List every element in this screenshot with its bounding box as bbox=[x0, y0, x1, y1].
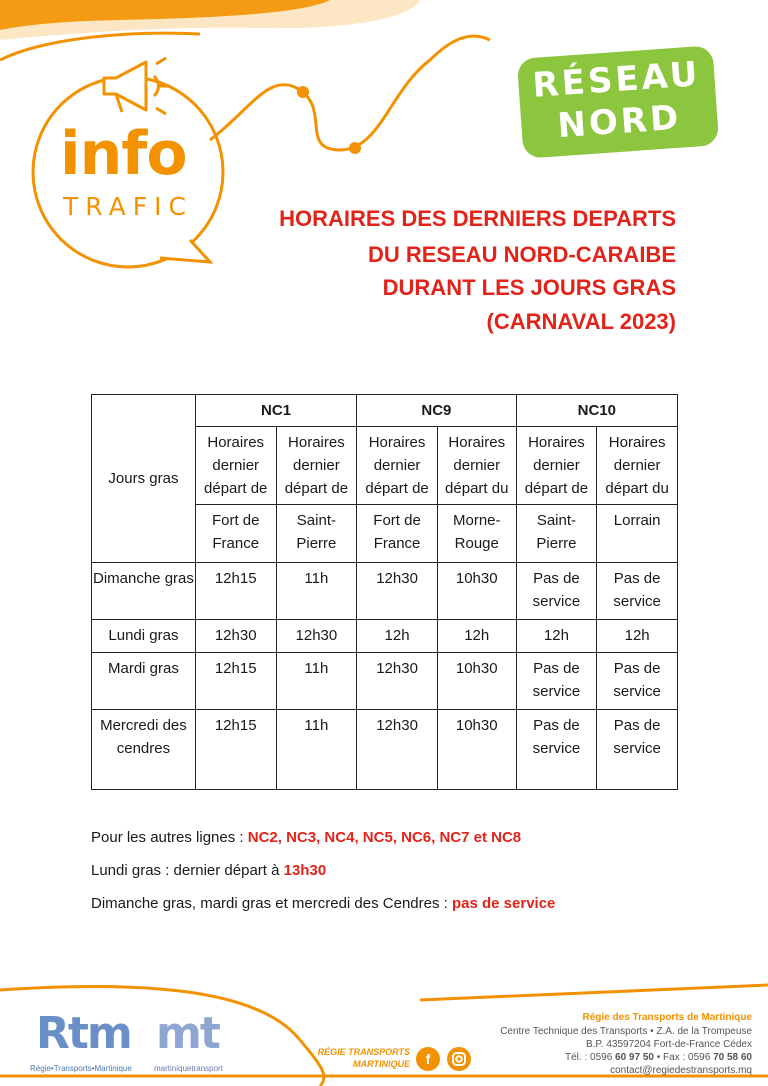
time-cell: 12h30 bbox=[357, 710, 438, 790]
fax-prefix: • Fax : 0596 bbox=[653, 1052, 714, 1063]
brand-line2: MARTINIQUE bbox=[353, 1059, 410, 1069]
time-cell: 10h30 bbox=[437, 710, 516, 790]
rtm-logo-tagline: Régie•Transports•Martinique bbox=[30, 1064, 132, 1073]
time-cell: 10h30 bbox=[437, 563, 516, 620]
note-no-service bbox=[91, 895, 555, 912]
day-cell: Dimanche gras bbox=[92, 563, 196, 620]
time-cell: 12h15 bbox=[195, 653, 276, 710]
time-cell: 12h bbox=[597, 620, 678, 653]
day-cell: Mardi gras bbox=[92, 653, 196, 710]
time-cell: 12h15 bbox=[195, 563, 276, 620]
origin-cell: Saint-Pierre bbox=[276, 505, 357, 563]
brand-line1: RÉGIE TRANSPORTS bbox=[317, 1047, 410, 1057]
origin-cell: Fort de France bbox=[357, 505, 438, 563]
title-line-2: DU RESEAU NORD-CARAIBE bbox=[367, 242, 676, 267]
table-row bbox=[92, 620, 678, 653]
info-logo-text: info bbox=[60, 119, 187, 189]
table-row bbox=[92, 710, 678, 790]
time-cell: Pas de service bbox=[516, 563, 597, 620]
title-line-4: (CARNAVAL 2023) bbox=[486, 309, 676, 334]
mt-logo-tagline: martiniquetransport bbox=[154, 1064, 223, 1073]
origin-cell: Saint-Pierre bbox=[516, 505, 597, 563]
time-cell: Pas de service bbox=[597, 653, 678, 710]
title-line-3: DURANT LES JOURS GRAS bbox=[382, 275, 676, 300]
note-lundi-gras bbox=[91, 862, 326, 879]
footer-phone-fax bbox=[565, 1052, 752, 1063]
time-cell: Pas de service bbox=[597, 710, 678, 790]
time-cell: 11h bbox=[276, 563, 357, 620]
table-header-row bbox=[92, 395, 678, 427]
instagram-icon[interactable] bbox=[447, 1047, 471, 1071]
time-cell: 12h bbox=[437, 620, 516, 653]
subheader-cell: Horaires dernier départ du bbox=[437, 427, 516, 505]
note-other-lines-prefix: Pour les autres lignes : bbox=[91, 829, 248, 846]
phone-prefix: Tél. : 0596 bbox=[565, 1052, 616, 1063]
subheader-cell: Horaires dernier départ de bbox=[357, 427, 438, 505]
footer-email[interactable]: contact@regiedestransports.mq bbox=[610, 1065, 752, 1076]
badge-line2: NORD bbox=[556, 97, 683, 147]
phone-number: 60 97 50 bbox=[615, 1052, 654, 1063]
day-cell: Mercredi des cendres bbox=[92, 710, 196, 790]
subheader-cell: Horaires dernier départ de bbox=[516, 427, 597, 505]
fax-number: 70 58 60 bbox=[713, 1052, 752, 1063]
line-header-nc9: NC9 bbox=[357, 395, 516, 427]
footer-org-name: Régie des Transports de Martinique bbox=[582, 1012, 752, 1023]
table-row bbox=[92, 653, 678, 710]
schedule-table bbox=[91, 394, 678, 790]
row-header-label: Jours gras bbox=[92, 395, 196, 563]
note-no-service-value: pas de service bbox=[451, 895, 556, 912]
note-other-lines bbox=[91, 829, 521, 846]
note-lundi-prefix: Lundi gras : dernier départ à bbox=[91, 862, 284, 879]
rtm-logo: Rtm bbox=[36, 1008, 131, 1059]
origin-cell: Fort de France bbox=[195, 505, 276, 563]
time-cell: 10h30 bbox=[437, 653, 516, 710]
time-cell: 11h bbox=[276, 653, 357, 710]
reseau-nord-badge bbox=[517, 45, 719, 158]
subheader-cell: Horaires dernier départ de bbox=[276, 427, 357, 505]
origin-cell: Lorrain bbox=[597, 505, 678, 563]
badge-line1: RÉSEAU bbox=[531, 54, 702, 106]
note-no-service-prefix: Dimanche gras, mardi gras et mercredi des Cendres : bbox=[91, 895, 452, 912]
title-line-1: HORAIRES DES DERNIERS DEPARTS bbox=[279, 206, 676, 231]
time-cell: 12h bbox=[357, 620, 438, 653]
footer-address-2: B.P. 43597204 Fort-de-France Cédex bbox=[585, 1039, 752, 1050]
time-cell: 12h30 bbox=[195, 620, 276, 653]
time-cell: Pas de service bbox=[516, 710, 597, 790]
line-header-nc10: NC10 bbox=[516, 395, 677, 427]
time-cell: 12h30 bbox=[357, 563, 438, 620]
table-row bbox=[92, 563, 678, 620]
facebook-icon[interactable]: f bbox=[416, 1047, 440, 1071]
time-cell: 12h bbox=[516, 620, 597, 653]
day-cell: Lundi gras bbox=[92, 620, 196, 653]
subheader-cell: Horaires dernier départ du bbox=[597, 427, 678, 505]
mt-logo: mt bbox=[156, 1008, 219, 1059]
time-cell: 12h30 bbox=[357, 653, 438, 710]
time-cell: 11h bbox=[276, 710, 357, 790]
note-lundi-value: 13h30 bbox=[283, 862, 327, 879]
time-cell: Pas de service bbox=[516, 653, 597, 710]
footer-address-1: Centre Technique des Transports • Z.A. de la Trompeuse bbox=[500, 1026, 752, 1037]
time-cell: 12h15 bbox=[195, 710, 276, 790]
origin-cell: Morne-Rouge bbox=[437, 505, 516, 563]
time-cell: Pas de service bbox=[597, 563, 678, 620]
time-cell: 12h30 bbox=[276, 620, 357, 653]
brand-text bbox=[300, 1046, 410, 1070]
trafic-logo-text: TRAFIC bbox=[63, 192, 193, 221]
megaphone-icon bbox=[96, 54, 172, 116]
note-other-lines-value: NC2, NC3, NC4, NC5, NC6, NC7 et NC8 bbox=[247, 829, 522, 846]
subheader-cell: Horaires dernier départ de bbox=[195, 427, 276, 505]
line-header-nc1: NC1 bbox=[195, 395, 356, 427]
